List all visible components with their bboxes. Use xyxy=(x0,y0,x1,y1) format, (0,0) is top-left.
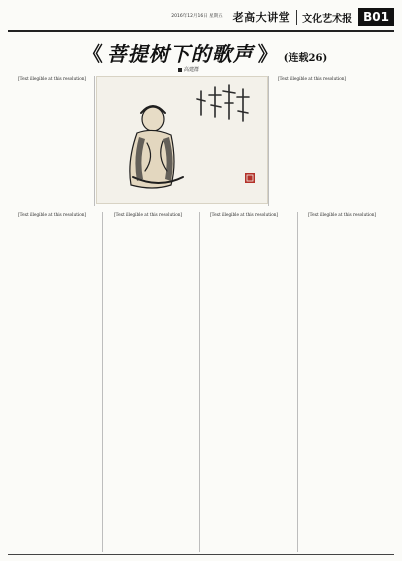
article-column-lower-4 xyxy=(300,212,394,554)
masthead xyxy=(10,6,394,28)
article-column-1 xyxy=(10,76,92,206)
ink-painting-icon xyxy=(97,77,267,203)
article-column-top-right xyxy=(270,76,394,206)
top-rule xyxy=(8,30,394,32)
issue-meta xyxy=(153,14,223,20)
column-divider xyxy=(199,212,200,552)
article-paragraph: [Text illegible at this resolution] xyxy=(210,212,279,217)
headline-suffix: (连载26) xyxy=(283,53,328,64)
article-column-lower-3 xyxy=(202,212,294,554)
article-paragraph: [Text illegible at this resolution] xyxy=(18,212,87,217)
article-paragraph: [Text illegible at this resolution] xyxy=(114,212,183,217)
byline-author: 高建群 xyxy=(184,67,200,73)
headline xyxy=(40,38,370,64)
ink-painting-illustration xyxy=(96,76,268,204)
article-column-lower-1 xyxy=(10,212,100,554)
column-divider xyxy=(297,212,298,552)
issue-date: 2016年12月16日 星期五 xyxy=(171,14,223,19)
paper-name: 文化艺术报 xyxy=(296,10,352,25)
article-column-lower-2 xyxy=(106,212,196,554)
column-divider xyxy=(94,76,95,206)
byline xyxy=(178,66,199,73)
page-code: B01 xyxy=(358,8,394,26)
headline-open-bracket: 《 xyxy=(82,42,103,66)
bottom-rule xyxy=(8,554,394,555)
column-divider xyxy=(102,212,103,552)
headline-close-bracket: 》 xyxy=(257,42,278,66)
column-divider xyxy=(268,76,269,206)
section-name: 老高大讲堂 xyxy=(232,11,291,24)
headline-title: 菩提树下的歌声 xyxy=(106,42,254,66)
article-paragraph: [Text illegible at this resolution] xyxy=(308,212,377,217)
byline-square-icon xyxy=(178,68,182,72)
article-paragraph: [Text illegible at this resolution] xyxy=(278,76,347,81)
article-paragraph: [Text illegible at this resolution] xyxy=(18,76,87,81)
